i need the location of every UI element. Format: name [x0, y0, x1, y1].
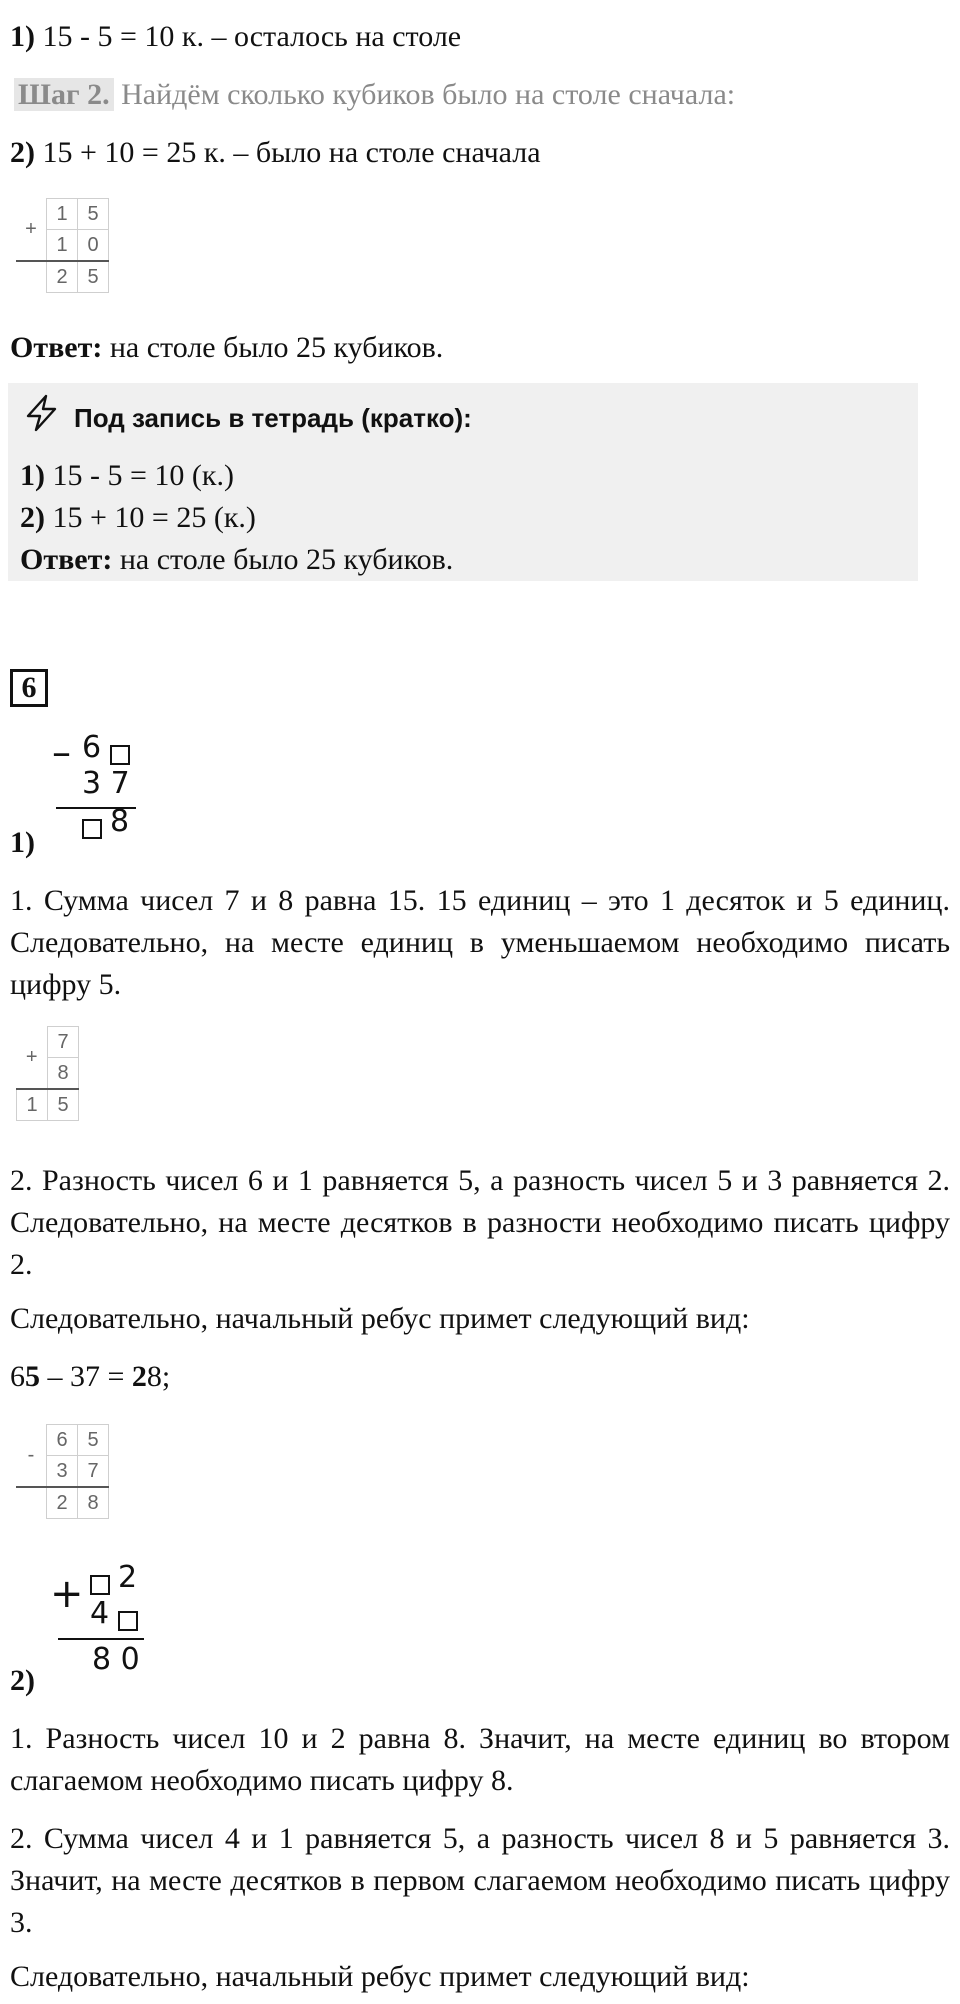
answer-text: на столе было 25 кубиков. — [102, 331, 444, 364]
answer-label: Ответ: — [10, 331, 103, 364]
conclusion-1: Следовательно, начальный ребус примет следующий вид: — [10, 1302, 750, 1335]
puzzle-1-label — [10, 822, 950, 864]
paragraph-2-2: 2. Сумма чисел 4 и 1 равняется 5, а разность чисел 8 и 5 равняется 3. Значит, на месте десятков в первом слагаемом необходимо писать цифру 3. — [10, 1822, 950, 1939]
paragraph-1-1: 1. Сумма чисел 7 и 8 равна 15. 15 единиц – это 1 десяток и 5 единиц. Следовательно, на месте единиц в уменьшаемом необходимо писать цифру 5. — [10, 884, 950, 1001]
grid-cell: 7 — [78, 1456, 109, 1488]
grid-cell: 1 — [17, 1089, 48, 1121]
grid-cell: 0 — [78, 230, 109, 262]
paragraph-1-2: 2. Разность чисел 6 и 1 равняется 5, а разность чисел 5 и 3 равняется 2. Следовательно, на месте десятков в разности необходимо писать цифру 2. — [10, 1164, 950, 1281]
puzzle-result: 8 — [110, 804, 130, 839]
equation-part-bold: 2 — [131, 1360, 147, 1393]
step-2 — [14, 74, 950, 116]
puzzle-row-2: 3 7 — [82, 766, 130, 801]
grid-cell-blank — [16, 1487, 47, 1519]
grid-cell: 2 — [47, 1487, 78, 1519]
grid-cell: 5 — [78, 199, 109, 230]
subtraction-grid — [16, 1424, 109, 1519]
equation-part-bold: 5 — [25, 1360, 40, 1393]
line-2-text: 15 + 10 = 25 к. – было на столе сначала — [35, 136, 541, 169]
grid-cell: 8 — [48, 1058, 79, 1090]
line-2 — [10, 132, 950, 174]
puzzle-sign: – — [52, 730, 71, 774]
summary-answer-text: на столе было 25 кубиков. — [112, 543, 454, 576]
puzzle-line — [58, 1638, 144, 1640]
puzzle-2-label — [10, 1660, 950, 1702]
equation-1 — [10, 1356, 950, 1398]
puzzle-row-1: 2 — [118, 1560, 138, 1595]
grid-sign: + — [17, 1027, 48, 1090]
step-2-text: Найдём сколько кубиков было на столе сначала: — [113, 78, 736, 111]
summary-line-2 — [20, 497, 256, 539]
addition-grid-1 — [16, 198, 109, 293]
grid-cell: 1 — [47, 230, 78, 262]
lightning-icon — [22, 393, 62, 433]
empty-square-icon — [90, 1575, 110, 1595]
empty-square-icon — [110, 745, 130, 765]
grid-cell: 5 — [78, 1425, 109, 1456]
puzzle-row-2: 4 — [90, 1596, 110, 1631]
equation-part: – 37 = — [40, 1360, 132, 1393]
grid-cell: 1 — [47, 199, 78, 230]
grid-cell-blank — [16, 261, 47, 293]
paragraph-2-1: 1. Разность чисел 10 и 2 равна 8. Значит, на месте единиц во втором слагаемом необходимо писать цифру 8. — [10, 1722, 950, 1797]
puzzle-1-label-text: 1) — [10, 826, 35, 859]
puzzle-sign: + — [50, 1571, 84, 1617]
puzzle-row-1: 6 — [82, 730, 102, 765]
line-1-text: 15 - 5 = 10 к. – осталось на столе — [35, 20, 462, 53]
step-2-label: Шаг 2. — [14, 78, 114, 111]
empty-square-icon — [118, 1611, 138, 1631]
summary-answer — [20, 539, 453, 581]
grid-cell: 2 — [47, 261, 78, 293]
task-number: 6 — [10, 669, 48, 707]
summary-answer-label: Ответ: — [20, 543, 113, 576]
puzzle-result: 8 0 — [92, 1642, 140, 1677]
conclusion-2: Следовательно, начальный ребус примет следующий вид: — [10, 1960, 750, 1993]
grid-sign: - — [16, 1425, 47, 1488]
addition-grid-2 — [16, 1026, 79, 1121]
summary-line-1-number: 1) — [20, 459, 45, 492]
notebook-summary-box — [8, 383, 918, 581]
grid-cell: 3 — [47, 1456, 78, 1488]
summary-line-2-text: 15 + 10 = 25 (к.) — [45, 501, 256, 534]
equation-part: 6 — [10, 1360, 25, 1393]
equation-part: 8; — [146, 1360, 171, 1393]
summary-line-2-number: 2) — [20, 501, 45, 534]
line-1-number: 1) — [10, 20, 35, 53]
puzzle-2-label-text: 2) — [10, 1664, 35, 1697]
grid-cell: 8 — [78, 1487, 109, 1519]
grid-cell: 7 — [48, 1027, 79, 1058]
summary-title: Под запись в тетрадь (кратко): — [74, 403, 472, 433]
grid-sign: + — [16, 199, 47, 262]
grid-cell: 6 — [47, 1425, 78, 1456]
grid-cell: 5 — [78, 261, 109, 293]
summary-line-1-text: 15 - 5 = 10 (к.) — [45, 459, 234, 492]
line-2-number: 2) — [10, 136, 35, 169]
line-1 — [10, 16, 950, 58]
summary-line-1 — [20, 455, 234, 497]
grid-cell: 5 — [48, 1089, 79, 1121]
answer-1 — [10, 327, 950, 369]
